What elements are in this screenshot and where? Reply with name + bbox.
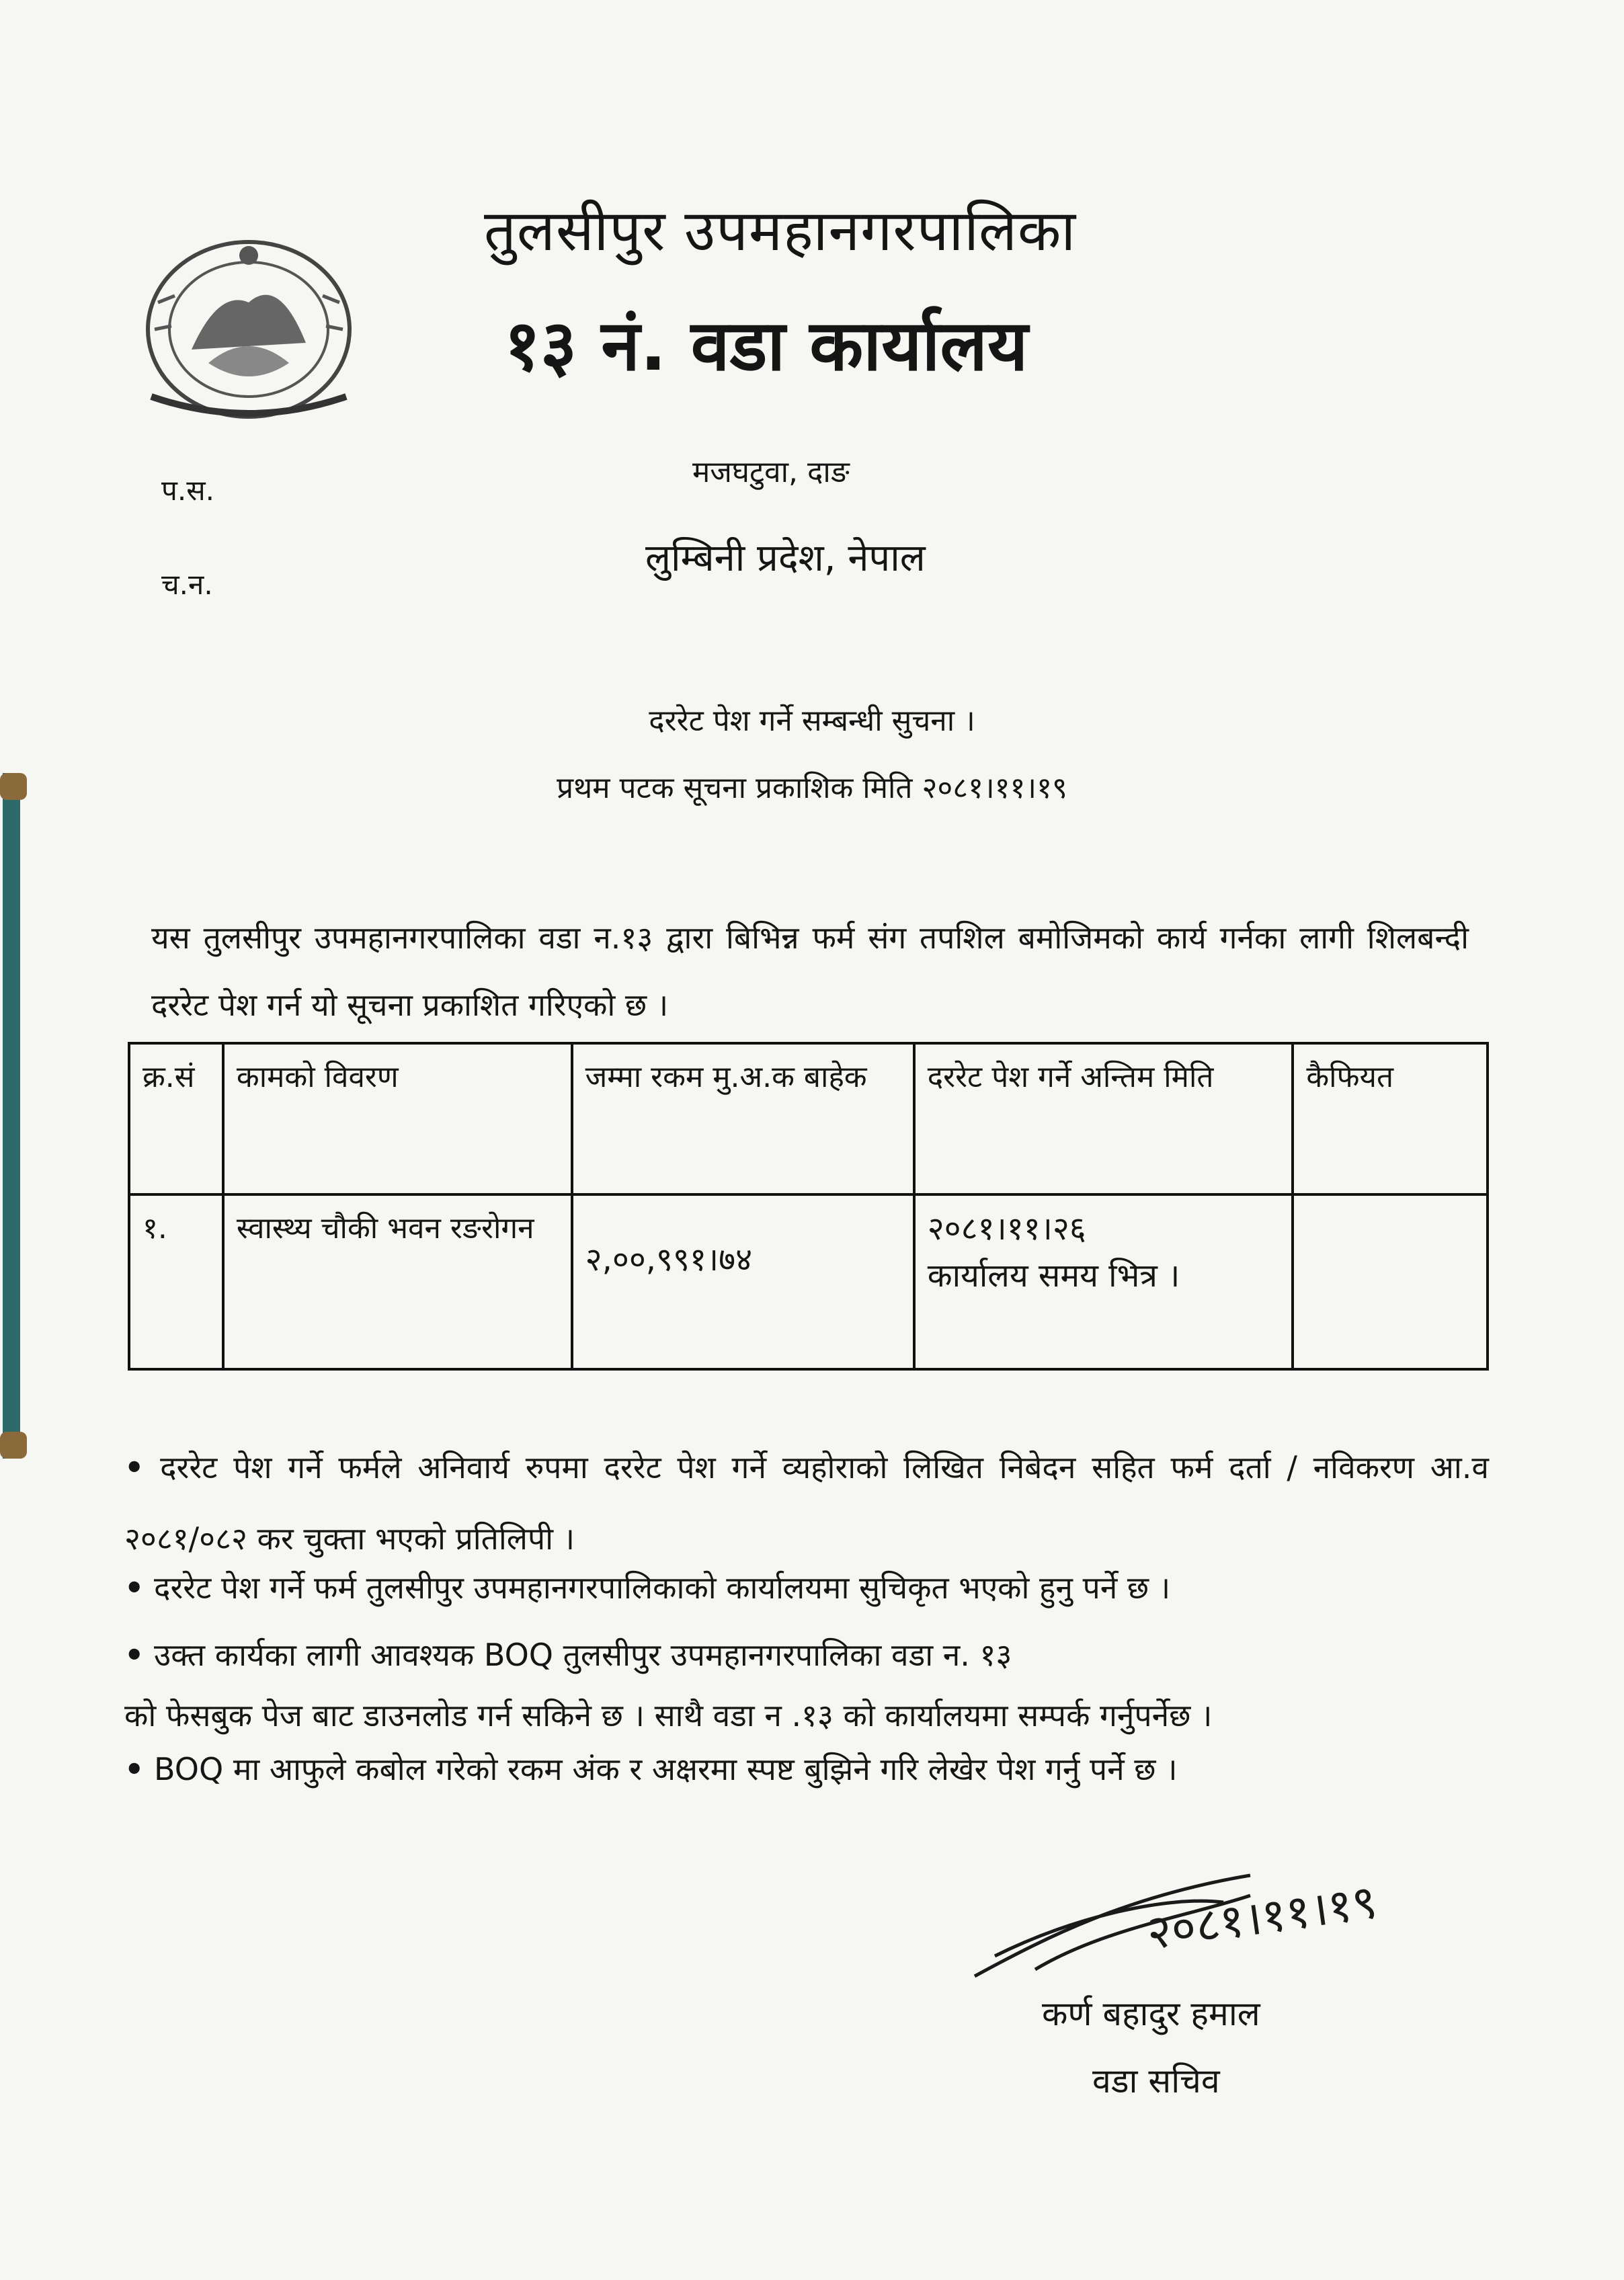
header-remarks: कैफियत bbox=[1293, 1043, 1488, 1194]
office-name: १३ नं. वडा कार्यालय bbox=[504, 304, 1028, 386]
bullet-4-text: BOQ मा आफुले कबोल गरेको रकम अंक र अक्षरमा स्पष्ट बुझिने गरि लेखेर पेश गर्नु पर्ने छ । bbox=[154, 1751, 1178, 1787]
chana-label: च.न. bbox=[161, 568, 213, 601]
deadline-note: कार्यालय समय भित्र । bbox=[927, 1257, 1180, 1295]
bullet-marker: • bbox=[124, 1449, 145, 1485]
tender-table bbox=[128, 1042, 1489, 1371]
notice-subtitle: प्रथम पटक सूचना प्रकाशिक मिति २०८१।११।१९ bbox=[557, 771, 1067, 805]
address-line2: लुम्बिनी प्रदेश, नेपाल bbox=[645, 536, 926, 580]
bullet-3-continuation: को फेसबुक पेज बाट डाउनलोड गर्न सकिने छ । साथै वडा न .१३ को कार्यालयमा सम्पर्क गर्नुपर्नेछ । bbox=[124, 1697, 1213, 1734]
header-amount: जम्मा रकम मु.अ.क बाहेक bbox=[572, 1043, 914, 1194]
bullet-4 bbox=[124, 1748, 1489, 1789]
header-sn: क्र.सं bbox=[129, 1043, 223, 1194]
header-description: कामको विवरण bbox=[223, 1043, 572, 1194]
table-header-row bbox=[129, 1043, 1488, 1194]
cell-remarks bbox=[1293, 1194, 1488, 1369]
signatory-title: वडा सचिव bbox=[1092, 2062, 1220, 2101]
table-row bbox=[129, 1194, 1488, 1369]
amount-value: २,००,९९१।७४ bbox=[585, 1241, 753, 1278]
nepal-emblem-icon bbox=[138, 229, 360, 423]
bullet-marker: • bbox=[124, 1570, 145, 1606]
bullet-2-text: दररेट पेश गर्ने फर्म तुलसीपुर उपमहानगरपालिकाको कार्यालयमा सुचिकृत भएको हुनु पर्ने छ । bbox=[154, 1570, 1171, 1606]
address-line1: मजघटुवा, दाङ bbox=[692, 455, 850, 489]
bullet-3-text: उक्त कार्यका लागी आवश्यक BOQ तुलसीपुर उपमहानगरपालिका वडा न. १३ bbox=[154, 1637, 1012, 1673]
signature-scribble bbox=[968, 1855, 1479, 2003]
signature-date: २०८१।११।१९ bbox=[1143, 1873, 1381, 1961]
cell-description: स्वास्थ्य चौकी भवन रङरोगन bbox=[223, 1194, 572, 1369]
cell-deadline bbox=[914, 1194, 1293, 1369]
signatory-name: कर्ण बहादुर हमाल bbox=[1042, 1994, 1260, 2033]
binding-tape bbox=[0, 773, 27, 1459]
bullet-1 bbox=[124, 1432, 1489, 1574]
bullet-3 bbox=[124, 1633, 1489, 1675]
notice-title: दररेट पेश गर्ने सम्बन्धी सुचना । bbox=[649, 704, 975, 738]
deadline-date: २०८१।११।२६ bbox=[927, 1210, 1086, 1248]
municipality-name: तुलसीपुर उपमहानगरपालिका bbox=[484, 198, 1077, 263]
bullet-marker: • bbox=[124, 1751, 145, 1787]
pasa-label: प.स. bbox=[161, 474, 214, 507]
bullet-marker: • bbox=[124, 1637, 145, 1673]
header-deadline: दररेट पेश गर्ने अन्तिम मिति bbox=[914, 1043, 1293, 1194]
bullet-1-text: दररेट पेश गर्ने फर्मले अनिवार्य रुपमा दररेट पेश गर्ने व्यहोराको लिखित निबेदन सहित फर्म दर्ता / नविकरण आ.व २०८१/०८२ कर चुक्ता भएको प्रतिलिपी । bbox=[124, 1449, 1489, 1557]
bullet-2 bbox=[124, 1566, 1489, 1608]
notice-intro: यस तुलसीपुर उपमहानगरपालिका वडा न.१३ द्वारा बिभिन्न फर्म संग तपशिल बमोजिमको कार्य गर्नका लागी शिलबन्दी दररेट पेश गर्न यो सूचना प्रकाशित गरिएको छ । bbox=[151, 920, 1469, 1023]
cell-amount bbox=[572, 1194, 914, 1369]
cell-sn: १. bbox=[129, 1194, 223, 1369]
